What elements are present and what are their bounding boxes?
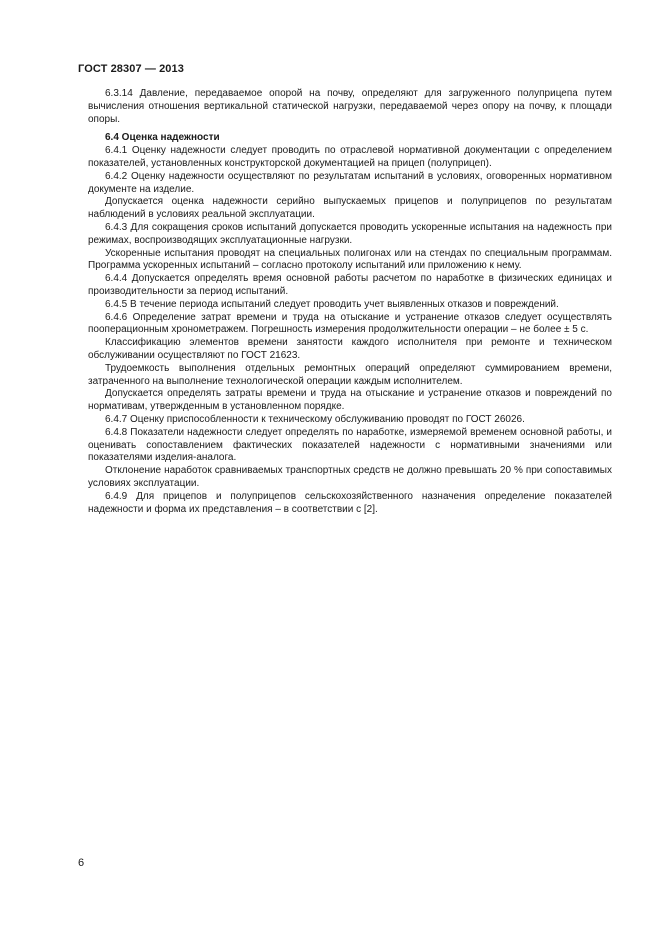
paragraph: 6.4.4 Допускается определять время основной работы расчетом по наработке в физических единицах и производительности за период испытаний. — [88, 273, 612, 297]
paragraph: 6.4.2 Оценку надежности осуществляют по результатам испытаний в условиях, оговоренных нормативном документе на изделие. — [88, 170, 612, 195]
paragraph: Ускоренные испытания проводят на специальных полигонах или на стендах по специальным программам. Программа ускоренных испытаний – согласно протоколу испытаний или приложению к нему. — [88, 247, 612, 272]
paragraph: 6.4.3 Для сокращения сроков испытаний допускается проводить ускоренные испытания на надежность при режимах, воспроизводящих эксплуатационные нагрузки. — [88, 221, 612, 246]
paragraph: 6.4.6 Определение затрат времени и труда на отыскание и устранение отказов следует осуществлять пооперационным хронометражем. Погрешность измерения продолжительности операции – не более ± 5 с. — [88, 311, 612, 336]
paragraph-6-3-14: 6.3.14 Давление, передаваемое опорой на почву, определяют для загруженного полуприцепа путем вычисления отношения вертикальной статической нагрузки, передаваемой через опору на почву, к площади опоры. — [88, 88, 612, 125]
document-header: ГОСТ 28307 — 2013 — [78, 63, 184, 75]
paragraph: Трудоемкость выполнения отдельных ремонтных операций определяют суммированием времени, затраченного на выполнение технологической операции каждым исполнителем. — [88, 362, 612, 387]
section-heading: 6.4 Оценка надежности — [105, 132, 220, 144]
document-body — [88, 88, 612, 516]
paragraph: 6.4.8 Показатели надежности следует определять по наработке, измеряемой временем основной работы, и оценивать сопоставлением фактических показателей надежности с нормативными значениями или показателями изделия-аналога. — [88, 426, 612, 464]
paragraph: Отклонение наработок сравниваемых транспортных средств не должно превышать 20 % при сопоставимых условиях эксплуатации. — [88, 465, 612, 489]
paragraph: 6.4.1 Оценку надежности следует проводить по отраслевой нормативной документации с определением показателей, установленных конструкторской документацией на прицеп (полуприцеп). — [88, 145, 612, 169]
paragraph: 6.4.9 Для прицепов и полуприцепов сельскохозяйственного назначения определение показателей надежности и форма их представления – в соответствии с [2]. — [88, 490, 612, 515]
paragraph: 6.4.7 Оценку приспособленности к техническому обслуживанию проводят по ГОСТ 26026. — [105, 413, 525, 425]
paragraph: Допускается определять затраты времени и труда на отыскание и устранение отказов и повреждений по нормативам, утвержденным в установленном порядке. — [88, 388, 612, 413]
page-number: 6 — [78, 857, 85, 869]
paragraph: Допускается оценка надежности серийно выпускаемых прицепов и полуприцепов по результатам наблюдений в условиях реальной эксплуатации. — [88, 196, 612, 221]
paragraph: 6.4.5 В течение периода испытаний следует проводить учет выявленных отказов и повреждений. — [105, 298, 559, 310]
paragraph: Классификацию элементов времени занятости каждого исполнителя при ремонте и техническом обслуживании осуществляют по ГОСТ 21623. — [88, 337, 612, 361]
